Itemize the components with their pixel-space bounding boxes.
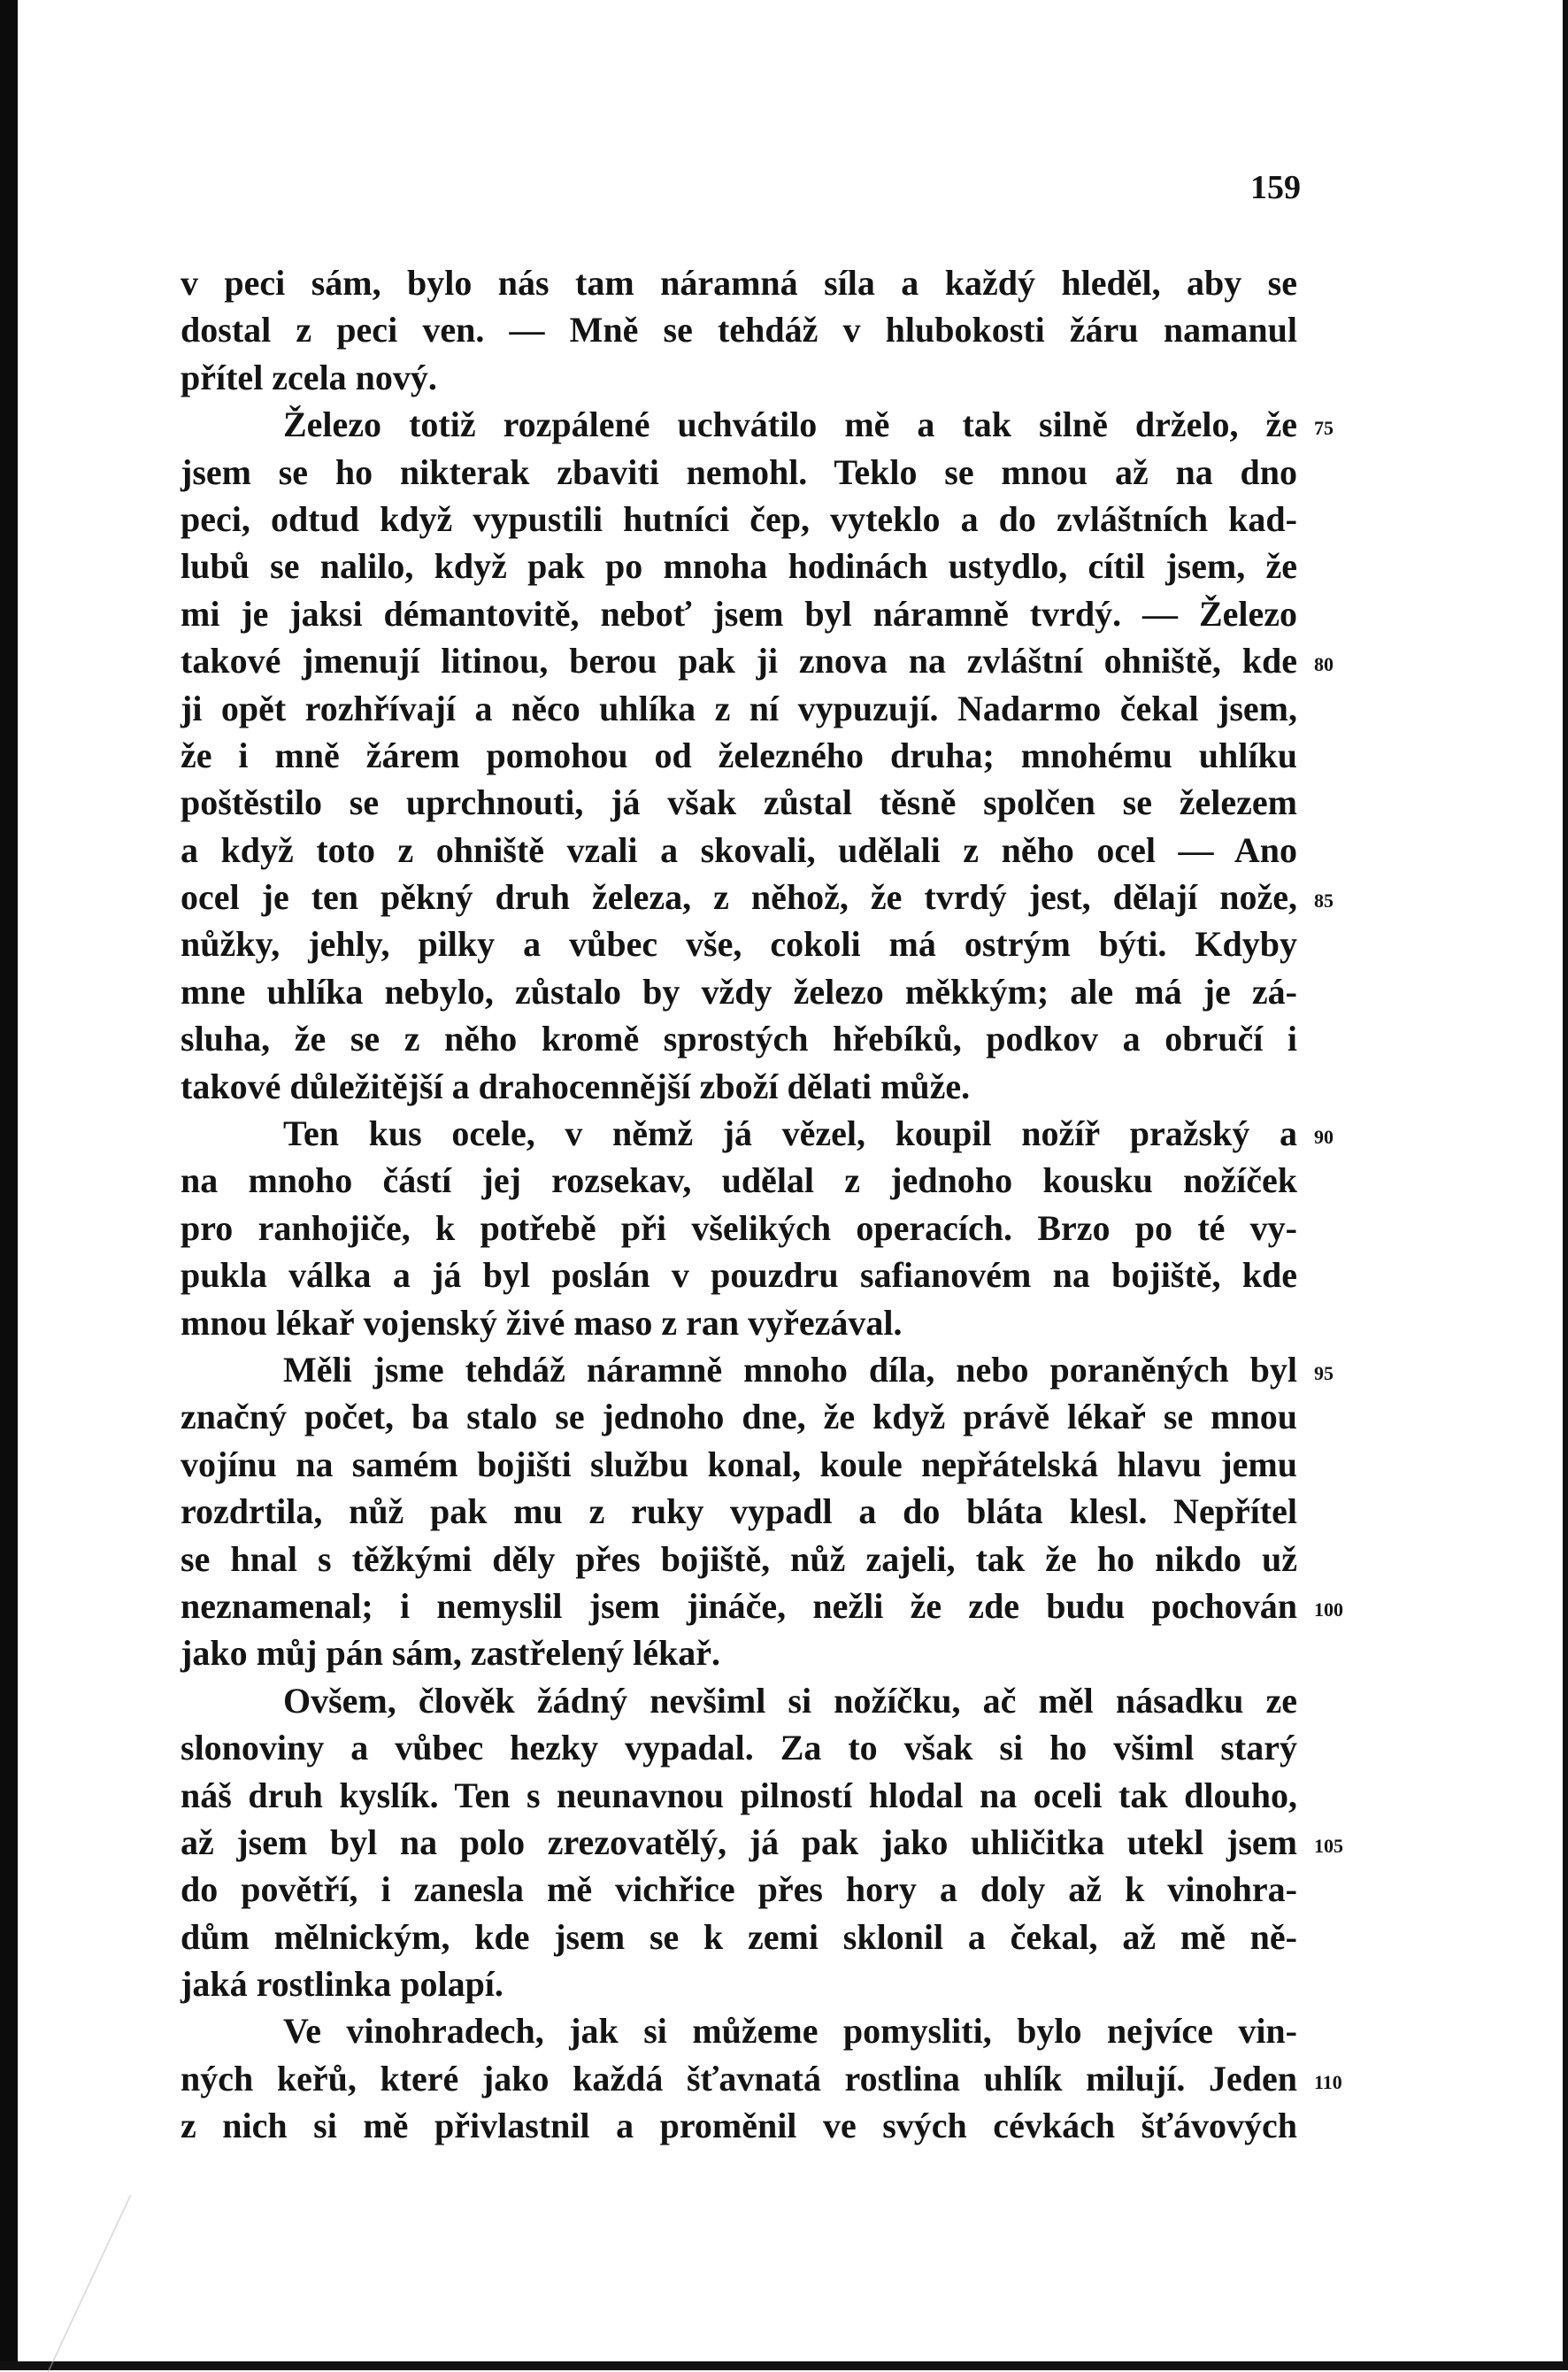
text-line (181, 449, 1297, 496)
text-line (181, 827, 1297, 874)
line-text: ných keřů, které jako každá šťavnatá rostlina uhlík milují. Jeden (181, 2058, 1297, 2099)
line-text: do povětří, i zanesla mě vichřice přes hory a doly až k vinohra- (181, 1869, 1297, 1910)
text-line (181, 1488, 1297, 1535)
line-text: poštěstilo se uprchnouti, já však zůstal těsně spolčen se železem (181, 782, 1297, 823)
paper-crease-mark (47, 2195, 211, 2372)
text-line (181, 2102, 1297, 2149)
text-line (181, 920, 1297, 967)
line-text: nůžky, jehly, pilky a vůbec vše, cokoli má ostrým býti. Kdyby (181, 924, 1297, 965)
text-line (181, 401, 1334, 448)
text-line (181, 1960, 1297, 2007)
line-text: jaká rostlinka polapí. (181, 1964, 503, 2005)
text-line (181, 779, 1297, 826)
line-text: neznamenal; i nemyslil jsem jináče, nežli že zde budu pochován (181, 1585, 1297, 1626)
line-text: Ovšem, člověk žádný nevšiml si nožíčku, ač měl násadku ze (283, 1680, 1297, 1721)
text-line (181, 354, 1297, 401)
scan-border-left (0, 0, 18, 2370)
margin-line-number: 105 (1314, 1834, 1343, 1857)
line-text: Ten kus ocele, v němž já vězel, koupil nožíř pražský a (283, 1113, 1297, 1154)
line-text: rozdrtila, nůž pak mu z ruky vypadl a do bláta klesl. Nepřítel (181, 1491, 1297, 1532)
text-line (181, 1441, 1297, 1488)
margin-line-number: 75 (1314, 417, 1334, 440)
line-text: jako můj pán sám, zastřelený lékař. (181, 1633, 720, 1674)
line-text: dům mělnickým, kde jsem se k zemi sklonil a čekal, až mě ně- (181, 1916, 1297, 1957)
line-text: až jsem byl na polo zrezovatělý, já pak jako uhličitka utekl jsem (181, 1821, 1297, 1862)
text-line (181, 496, 1297, 543)
margin-line-number: 100 (1314, 1598, 1343, 1621)
text-line (181, 874, 1334, 920)
line-text: ocel je ten pěkný druh železa, z něhož, že tvrdý jest, dělají nože, (181, 877, 1297, 918)
text-line (181, 1914, 1297, 1960)
scan-border-right (1563, 0, 1568, 2370)
line-text: mnou lékař vojenský živé maso z ran vyřezával. (181, 1302, 903, 1343)
line-text: mi je jaksi démantovitě, neboť jsem byl náramně tvrdý. — Železo (181, 593, 1297, 634)
text-line (181, 1583, 1343, 1629)
text-line (181, 1157, 1297, 1204)
line-text: pro ranhojiče, k potřebě při všelikých operacích. Brzo po té vy- (181, 1207, 1297, 1248)
text-line (181, 1110, 1334, 1157)
text-line (181, 259, 1297, 306)
line-text: takové jmenují litinou, berou pak ji znova na zvláštní ohniště, kde (181, 641, 1297, 682)
line-text: lubů se nalilo, když pak po mnoha hodinách ustydlo, cítil jsem, že (181, 546, 1297, 587)
margin-line-number: 95 (1314, 1361, 1334, 1384)
line-text: slonoviny a vůbec hezky vypadal. Za to však si ho všiml starý (181, 1728, 1297, 1768)
line-text: vojínu na samém bojišti službu konal, koule nepřátelská hlavu jemu (181, 1444, 1297, 1484)
line-text: Ve vinohradech, jak si můžeme pomysliti, bylo nejvíce vin- (283, 2011, 1297, 2052)
line-text: přítel zcela nový. (181, 357, 437, 397)
line-text: takové důležitější a drahocennější zboží dělati může. (181, 1066, 971, 1106)
text-line (181, 1677, 1297, 1724)
text-line (181, 1819, 1343, 1866)
text-line (181, 1063, 1297, 1110)
line-text: a když toto z ohniště vzali a skovali, udělali z něho ocel — Ano (181, 829, 1297, 870)
text-line (181, 1724, 1297, 1771)
margin-line-number: 110 (1314, 2070, 1342, 2093)
line-text: že i mně žárem pomohou od železného druha; mnohému uhlíku (181, 735, 1297, 775)
line-text: ji opět rozhřívají a něco uhlíka z ní vypuzují. Nadarmo čekal jsem, (181, 688, 1297, 728)
text-line (181, 1629, 1297, 1676)
page-number: 159 (1250, 169, 1301, 206)
text-line (181, 685, 1297, 732)
line-text: sluha, že se z něho kromě sprostých hřebíků, podkov a obručí i (181, 1019, 1297, 1059)
line-text: dostal z peci ven. — Mně se tehdáž v hlubokosti žáru namanul (181, 310, 1297, 350)
text-line (181, 637, 1334, 684)
text-line (181, 1536, 1297, 1583)
line-text: v peci sám, bylo nás tam náramná síla a každý hleděl, aby se (181, 263, 1297, 303)
line-text: Měli jsme tehdáž náramně mnoho díla, nebo poraněných byl (283, 1349, 1297, 1390)
line-text: jsem se ho nikterak zbaviti nemohl. Teklo se mnou až na dno (181, 451, 1297, 492)
margin-line-number: 80 (1314, 653, 1334, 676)
line-text: Železo totiž rozpálené uchvátilo mě a tak silně drželo, že (283, 404, 1297, 445)
line-text: na mnoho částí jej rozsekav, udělal z jednoho kousku nožíček (181, 1160, 1297, 1201)
margin-line-number: 85 (1314, 890, 1334, 913)
line-text: z nich si mě přivlastnil a proměnil ve svých cévkách šťávových (181, 2106, 1297, 2146)
text-line (181, 2007, 1297, 2054)
text-line (181, 1866, 1297, 1913)
text-line (181, 1393, 1297, 1440)
margin-line-number: 90 (1314, 1126, 1334, 1149)
body-text (181, 259, 1343, 2150)
line-text: mne uhlíka nebylo, zůstalo by vždy železo měkkým; ale má je zá- (181, 971, 1297, 1012)
scan-border-bottom (0, 2361, 1568, 2370)
text-line (181, 543, 1297, 589)
text-line (181, 1251, 1297, 1298)
text-line (181, 1205, 1297, 1251)
line-text: značný počet, ba stalo se jednoho dne, že když právě lékař se mnou (181, 1397, 1297, 1437)
text-line (181, 968, 1297, 1015)
text-line (181, 1772, 1297, 1819)
line-text: peci, odtud když vypustili hutníci čep, vyteklo a do zvláštních kad- (181, 498, 1297, 539)
text-line (181, 1346, 1334, 1393)
line-text: pukla válka a já byl poslán v pouzdru safianovém na bojiště, kde (181, 1255, 1297, 1296)
text-line (181, 306, 1297, 353)
line-text: se hnal s těžkými děly přes bojiště, nůž zajeli, tak že ho nikdo už (181, 1538, 1297, 1579)
text-line (181, 1299, 1297, 1346)
text-line (181, 732, 1297, 779)
text-line (181, 2055, 1342, 2102)
text-line (181, 1015, 1297, 1062)
line-text: náš druh kyslík. Ten s neunavnou pilností hlodal na oceli tak dlouho, (181, 1775, 1297, 1815)
text-line (181, 590, 1297, 637)
